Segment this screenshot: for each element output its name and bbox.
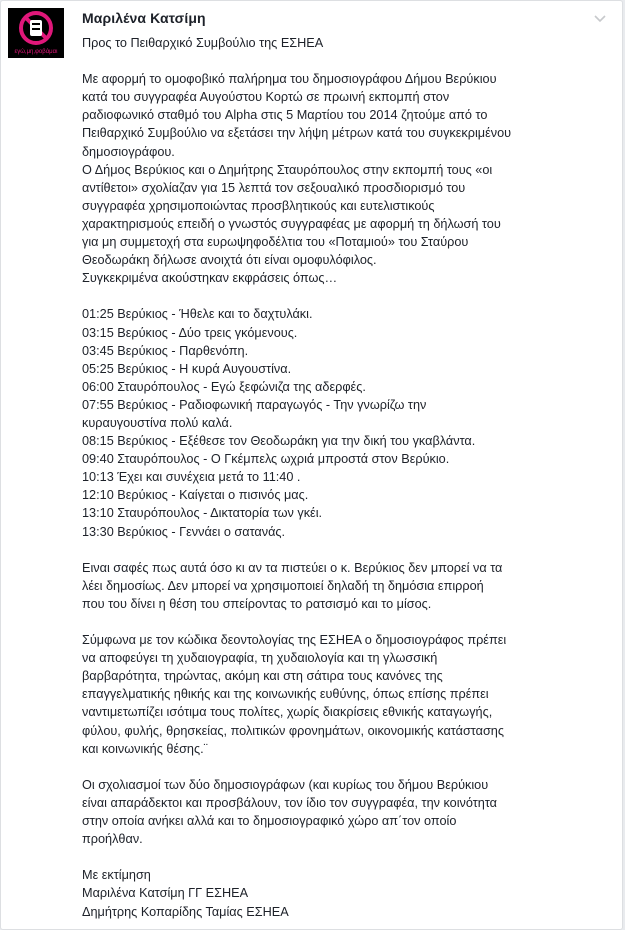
post-text-line: 05:25 Βερύκιος - Η κυρά Αυγουστίνα. (82, 361, 292, 376)
post-text-line: 06:00 Σταυρόπουλος - Εγώ ξεφώνιζα της αδερφές. (82, 379, 366, 394)
post-text-line: Ειναι σαφές πως αυτά όσο κι αν τα πιστεύει ο κ. Βερύκιος δεν μπορεί να τα (82, 560, 503, 575)
blank-line (82, 848, 612, 866)
post-text-line: Συγκεκριμένα ακούστηκαν εκφράσεις όπως… (82, 271, 338, 286)
post-text-line: στην οποία ανήκει αλλά και το δημοσιογραφικό χώρο απ΄τον οποίο (82, 814, 457, 829)
post-text-line: κατά του συγγραφέα Αυγούστου Κορτώ σε πρωινή εκπομπή στον (82, 90, 450, 105)
blank-line (82, 287, 612, 305)
post-text-line: Προς το Πειθαρχικό Συμβούλιο της ΕΣΗΕΑ (82, 36, 324, 50)
post-text-line: 07:55 Βερύκιος - Ραδιοφωνική παραγωγός - Την γνωρίζω την (82, 397, 427, 412)
post-text-line: συγγραφέα χρησιμοποιώντας προσβλητικούς και ευτελιστικούς (82, 198, 435, 213)
post-text-line: κυραυγουστίνα πολύ καλά. (82, 415, 233, 430)
post-text-line: φύλου, φυλής, θρησκείας, πολιτικών φρονημάτων, οικονομικής κατάστασης (82, 723, 504, 738)
chevron-down-icon[interactable] (592, 10, 608, 26)
author-name[interactable]: Μαριλένα Κατσίμη (82, 10, 206, 26)
post-text-line: 09:40 Σταυρόπουλος - Ο Γκέμπελς ωχριά μπροστά στον Βερύκιο. (82, 452, 450, 467)
post-text-line: Οι σχολιασμοί των δύο δημοσιογράφων (και κυρίως του δήμου Βερύκιου (82, 777, 489, 792)
no-entry-logo-icon (8, 8, 64, 58)
post-text-line: λέει δημοσίως. Δεν μπορεί να χρησιμοποιεί δηλαδή τη δημόσια επιρροή (82, 578, 484, 593)
post-text-line: δημοσιογράφου. (82, 144, 175, 159)
avatar-caption: εγώ,μη,φοβάμαι (14, 49, 58, 55)
post-text-line: Θεοδωράκη δήλωσε ανοιχτά ότι είναι ομοφυλόφιλος. (82, 253, 377, 268)
post-text-line: να αποφεύγει τη χυδαιογραφία, τη χυδαιολογία και τη γλωσσική (82, 651, 438, 666)
post-text-line: 01:25 Βερύκιος - Ήθελε και το δαχτυλάκι. (82, 307, 313, 322)
post-text-line: Δημήτρης Κοπαρίδης Ταμίας ΕΣΗΕΑ (82, 904, 289, 919)
post-text-line: Σύμφωνα με τον κώδικα δεοντολογίας της ΕΣΗΕΑ ο δημοσιογράφος πρέπει (82, 633, 507, 648)
post-text-line: Μαριλένα Κατσίμη ΓΓ ΕΣΗΕΑ (82, 886, 249, 901)
post-text-line: είναι απαράδεκτοι και προσβάλουν, τον ίδιο τον συγγραφέα, την κοινότητα (82, 795, 498, 810)
post-text-line: 10:13 Έχει και συνέχεια μετά το 11:40 . (82, 470, 301, 485)
post-text-line: 13:30 Βερύκιος - Γεννάει ο σατανάς. (82, 524, 286, 539)
post-text-line: Με εκτίμηση (82, 868, 151, 883)
post-text-line: επαγγελματικής ηθικής και της κοινωνικής ευθύνης, όπως επίσης πρέπει (82, 687, 489, 702)
avatar[interactable] (8, 8, 64, 58)
post-text-line: 08:15 Βερύκιος - Εξέθεσε τον Θεοδωράκη για την δική του γκαβλάντα. (82, 434, 476, 449)
post-text-line: 03:45 Βερύκιος - Παρθενόπη. (82, 343, 249, 358)
post-text-line: χαρακτηρισμούς επειδή ο γνωστός συγγραφέας με αφορμή τη δήλωσή του (82, 216, 501, 231)
post-text-line: ραδιοφωνικό σταθμό του Alpha στις 5 Μαρτίου του 2014 ζητούμε από το (82, 108, 488, 123)
post-text-line: 03:15 Βερύκιος - Δύο τρεις γκόμενους. (82, 325, 298, 340)
post-text-line: προήλθαν. (82, 832, 143, 847)
post-text-line: που του δίνει η θέση του σπείροντας το ρατσισμό και το μίσος. (82, 596, 432, 611)
post-text-line: 12:10 Βερύκιος - Καίγεται ο πισινός μας. (82, 488, 309, 503)
blank-line (82, 758, 612, 776)
post-text-line: Με αφορμή το ομοφοβικό παλήρημα του δημοσιογράφου Δήμου Βερύκιου (82, 72, 497, 87)
post-text-line: και κοινωνικής θέσης.¨ (82, 741, 208, 756)
post-text-line: βαρβαρότητα, τηρώντας, ακόμη και στη σάτιρα τους κανόνες της (82, 669, 443, 684)
blank-line (82, 613, 612, 631)
post-text-line: για μη συμμετοχή στα ευρωψηφοδέλτια του «Ποταμιού» του Σταύρου (82, 235, 469, 250)
blank-line (82, 541, 612, 559)
post-text-line: Πειθαρχικό Συμβούλιο να εξετάσει την λήψη μέτρων κατά του συγκεκριμένου (82, 126, 512, 141)
post-text-line: ναντιμετωπίζει ισότιμα τους πολίτες, χωρίς διακρίσεις εθνικής καταγωγής, (82, 705, 493, 720)
post-text-line: 13:10 Σταυρόπουλος - Δικτατορία των γκέι. (82, 506, 323, 521)
post-text-line: Ο Δήμος Βερύκιος και ο Δημήτρης Σταυρόπουλος στην εκπομπή τους «οι (82, 162, 493, 177)
post-text-line: αντίθετοι» σχολίαζαν για 15 λεπτά τον σεξουαλικό προσδιορισμό του (82, 180, 466, 195)
post-body (82, 34, 612, 921)
blank-line (82, 52, 612, 70)
